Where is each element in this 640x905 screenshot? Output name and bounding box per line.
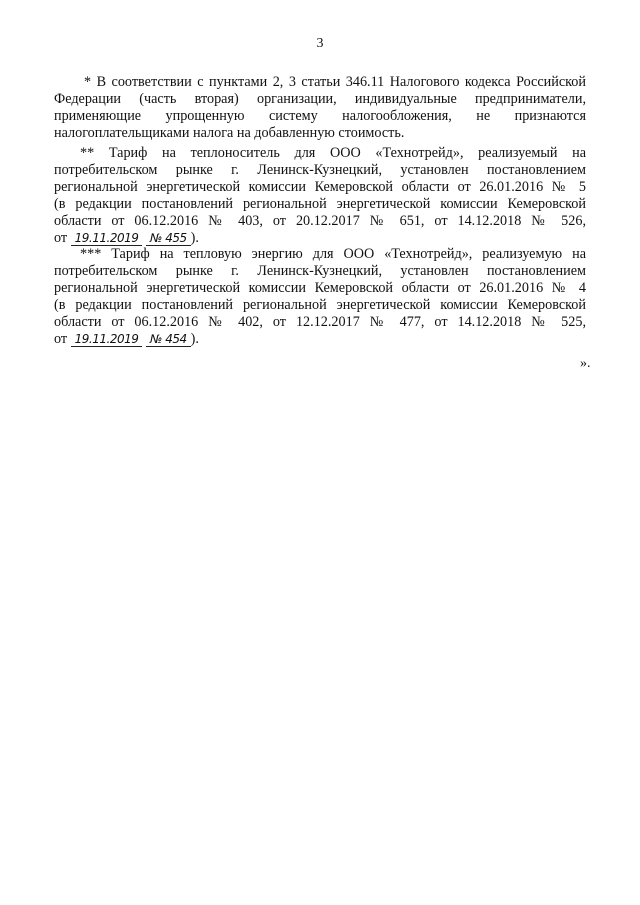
- handwritten-date: 19.11.2019: [71, 332, 143, 347]
- from-label: от: [54, 331, 68, 347]
- footnote-vat-exemption: [54, 74, 586, 142]
- from-label: от: [54, 230, 68, 246]
- footnote-line: * В соответствии с пунктами 2, 3 статьи 346.11 Налогового кодекса Российской: [84, 74, 586, 90]
- footnote-heat-carrier-tariff: [54, 145, 586, 247]
- handwritten-number: № 455: [146, 231, 191, 246]
- footnote-thermal-energy-tariff: [54, 246, 586, 348]
- footnote-line: применяющие упрощенную систему налогообложения, не признаются: [54, 108, 586, 124]
- footnote-line: области от 06.12.2016 № 402, от 12.12.2017 № 477, от 14.12.2018 № 525,: [54, 314, 586, 330]
- footnote-line: региональной энергетической комиссии Кемеровской области от 26.01.2016 № 5: [54, 179, 586, 195]
- footnote-line: ** Тариф на теплоноситель для ООО «Технотрейд», реализуемый на: [80, 145, 586, 161]
- footnote-line: налогоплательщиками налога на добавленную стоимость.: [54, 125, 405, 141]
- handwritten-date: 19.11.2019: [71, 231, 143, 246]
- footnote-line: региональной энергетической комиссии Кемеровской области от 26.01.2016 № 4: [54, 280, 586, 296]
- footnote-line: области от 06.12.2016 № 403, от 20.12.2017 № 651, от 14.12.2018 № 526,: [54, 213, 586, 229]
- footnote-last-line: [54, 230, 586, 247]
- footnote-line: *** Тариф на тепловую энергию для ООО «Технотрейд», реализуемую на: [80, 246, 586, 262]
- footnote-line: потребительском рынке г. Ленинск-Кузнецкий, установлен постановлением: [54, 263, 586, 279]
- footnote-line: потребительском рынке г. Ленинск-Кузнецкий, установлен постановлением: [54, 162, 586, 178]
- footnote-last-line: [54, 331, 586, 348]
- footnote-line: (в редакции постановлений региональной энергетической комиссии Кемеровской: [54, 297, 586, 313]
- page-number: 3: [316, 36, 324, 51]
- closing-quote-mark: ».: [580, 356, 591, 371]
- footnote-line: Федерации (часть вторая) организации, индивидуальные предприниматели,: [54, 91, 586, 107]
- closing-paren: ).: [190, 230, 199, 246]
- handwritten-number: № 454: [146, 332, 191, 347]
- closing-paren: ).: [190, 331, 199, 347]
- footnote-line: (в редакции постановлений региональной энергетической комиссии Кемеровской: [54, 196, 586, 212]
